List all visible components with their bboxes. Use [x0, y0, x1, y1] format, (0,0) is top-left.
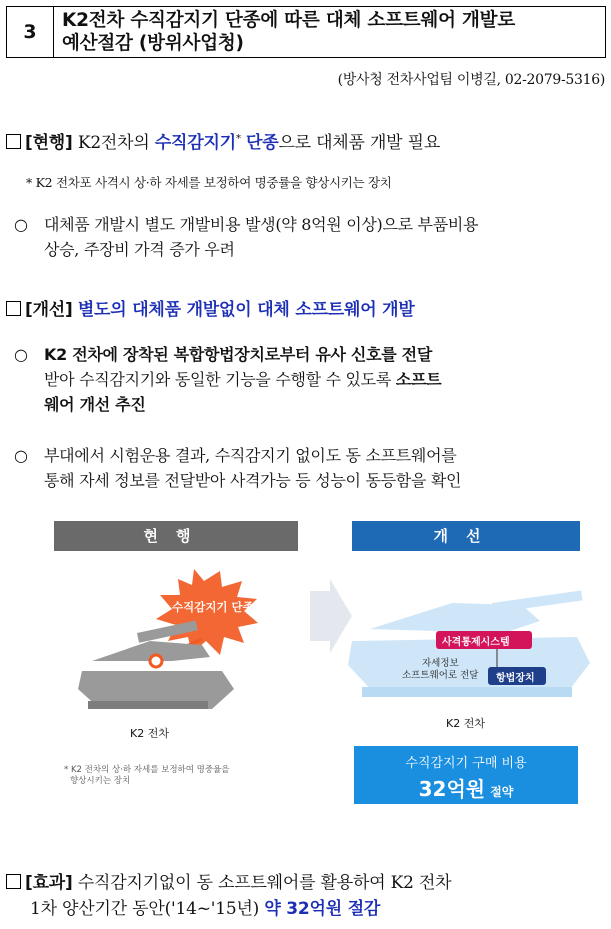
- bullet-line-2: 상승, 주장비 가격 증가 우려: [44, 240, 235, 259]
- current-footnote: * K2 전차포 사격시 상·하 자세를 보정하여 명중률을 향상시키는 장치: [26, 175, 392, 190]
- nav-device-label: 항법장치: [496, 673, 535, 684]
- item-number: 3: [7, 7, 54, 57]
- highlight-discontinued: 단종: [245, 133, 279, 153]
- checkbox-square-icon: [6, 134, 21, 149]
- highlight-vertical-sensor: 수직감지기: [154, 133, 236, 153]
- title-line-1: K2전차 수직감지기 단종에 따른 대체 소프트웨어 개발로: [62, 10, 516, 31]
- header-box: [6, 6, 606, 58]
- posture-info-label: 자세정보: [422, 658, 459, 669]
- bullet-circle-icon: ○: [14, 345, 28, 364]
- saving-box: [354, 746, 578, 804]
- contact-info: (방사청 전차사업팀 이병길, 02-2079-5316): [337, 72, 605, 88]
- effect-line-1: 수직감지기없이 동 소프트웨어를 활용하여 K2 전차: [77, 873, 452, 893]
- effect-line-2-row: [30, 894, 380, 919]
- checkbox-square-icon: [6, 301, 21, 316]
- sensor-marker: [150, 655, 162, 667]
- improve-section-heading: [6, 295, 415, 320]
- bullet-2-line-2: 통해 자세 정보를 전달받아 사격가능 등 성능이 동등함을 확인: [44, 471, 462, 490]
- tab-improved: 개선: [352, 521, 580, 551]
- improve-highlight: 별도의 대체품 개발없이 대체 소프트웨어 개발: [77, 300, 415, 320]
- bullet-1-line-2-bold: 소프트: [395, 370, 442, 389]
- effect-line-2: 1차 양산기간 동안('14~'15년): [30, 899, 260, 919]
- saving-line-1: 수직감지기 구매 비용: [405, 756, 527, 771]
- effect-section-heading: [6, 868, 451, 893]
- burst-label: 수직감지기 단종*: [172, 600, 260, 614]
- posture-software-label: 소프트웨어로 전달: [402, 670, 479, 681]
- page-title: [54, 7, 605, 57]
- bullet-circle-icon: ○: [14, 215, 28, 234]
- current-text-a: K2전차의: [77, 133, 150, 153]
- effect-tag: [효과]: [25, 873, 73, 893]
- current-text-b: 으로 대체품 개발 필요: [278, 133, 441, 153]
- improve-bullet-2: [14, 443, 606, 493]
- bullet-1-line-1: K2 전차에 장착된 복합항법장치로부터 유사 신호를 전달: [44, 345, 432, 364]
- saving-line-2: [354, 773, 578, 802]
- figure-footnote-2: 향상시키는 장치: [70, 776, 131, 786]
- current-tag: [현행]: [25, 133, 73, 153]
- current-bullet: [14, 212, 606, 262]
- title-line-2: 예산절감 (방위사업청): [62, 33, 244, 54]
- tank-label-right: K2 전차: [446, 717, 485, 730]
- fire-control-label: 사격통제시스템: [442, 637, 510, 648]
- bullet-1-line-2: [44, 367, 606, 392]
- improve-bullet-1: [14, 342, 606, 417]
- bullet-1-line-2-text: 받아 수직감지기와 동일한 기능을 수행할 수 있도록: [44, 370, 391, 389]
- current-section-heading: [6, 128, 440, 153]
- bullet-circle-icon: ○: [14, 446, 28, 465]
- tab-current: 현행: [54, 521, 298, 551]
- saving-amount: 32억원: [418, 777, 486, 801]
- comparison-figure: [52, 521, 592, 811]
- saving-suffix: 절약: [490, 785, 514, 799]
- improve-tag: [개선]: [25, 300, 73, 320]
- tank-label-left: K2 전차: [130, 727, 169, 740]
- figure-footnote-1: * K2 전차의 상·하 자세를 보정하여 명중율을: [64, 765, 230, 775]
- bullet-2-line-1: 부대에서 시험운용 결과, 수직감지기 없이도 동 소프트웨어를: [44, 446, 457, 465]
- footnote-marker: *: [235, 133, 241, 145]
- bullet-1-line-3: 웨어 개선 추진: [44, 395, 146, 414]
- effect-highlight: 약 32억원 절감: [264, 899, 381, 919]
- checkbox-square-icon: [6, 874, 21, 889]
- arrow-right-icon: [310, 579, 352, 653]
- bullet-line-1: 대체품 개발시 별도 개발비용 발생(약 8억원 이상)으로 부품비용: [44, 215, 479, 234]
